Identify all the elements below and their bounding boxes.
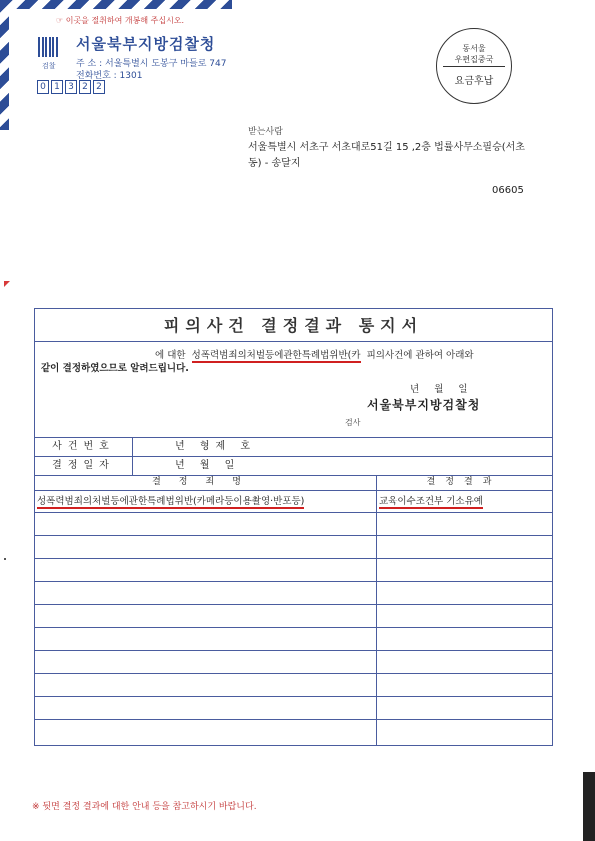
table-row: [35, 696, 552, 697]
column-divider: [376, 475, 377, 745]
punch-dot: [4, 558, 6, 560]
recipient-zip: 06605: [492, 185, 524, 196]
fold-mark: [4, 281, 10, 287]
recipient-label: 받는사람: [248, 127, 283, 137]
footer-note: ※ 뒷면 결정 결과에 대한 안내 등을 참고하시기 바랍니다.: [32, 802, 257, 812]
table-row: [35, 558, 552, 559]
table-row: [35, 581, 552, 582]
recipient-address: 서울특별시 서초구 서초대로51길 15 ,2층 법률사무소필승(서초동) - 송달지: [248, 142, 525, 169]
table-row: [35, 719, 552, 720]
table-row: [35, 627, 552, 628]
sender-name: 서울북부지방검찰청: [76, 35, 216, 53]
postage-stamp: 동서울 우편집중국 요금후납: [436, 28, 512, 104]
airmail-stripe-top: [0, 0, 232, 9]
prosecutor-label: 검사: [345, 418, 361, 427]
table-row: [35, 535, 552, 536]
col-crime-header: 결정죄명: [152, 477, 259, 487]
intro-line-2: 같이 결정하였으므로 알려드립니다.: [41, 363, 189, 374]
form-title: 피의사건 결정결과 통지서: [163, 316, 424, 335]
table-row: [35, 512, 552, 513]
notice-form: [34, 308, 553, 746]
tear-notice: ☞ 이곳을 절취하여 개봉해 주십시오.: [56, 16, 185, 25]
case-number-row: 사건번호 년 형제 호: [35, 437, 552, 457]
intro-line-1: 에 대한 성폭력범죄의처벌등에관한특례법위반(카 피의사건에 관하여 아래와: [155, 350, 474, 361]
decision-result: 교육이수조건부 기소유예: [379, 496, 483, 507]
issuing-office: 서울북부지방검찰청: [367, 398, 481, 412]
table-row: [35, 650, 552, 651]
scan-edge: [583, 772, 595, 841]
table-row: [35, 673, 552, 674]
divider: [35, 341, 552, 342]
table-row: [35, 490, 552, 491]
decision-date-row: 결정일자 년 월 일: [35, 456, 552, 476]
issue-date: 년 월 일: [410, 384, 474, 395]
airmail-stripe-left: [0, 0, 9, 130]
crime-name: 성폭력범죄의처벌등에관한특례법위반(카메라등이용촬영·반포등): [37, 496, 305, 507]
sender-tel: 전화번호 : 1301: [76, 71, 143, 81]
prosecution-logo-icon: [38, 37, 60, 59]
logo-text: 검찰: [42, 62, 56, 70]
sender-address: 주 소 : 서울특별시 도봉구 마들로 747: [76, 59, 227, 69]
col-result-header: 결정결과: [426, 477, 502, 487]
table-row: [35, 604, 552, 605]
sender-zip: 0 1 3 2 2: [37, 80, 107, 94]
